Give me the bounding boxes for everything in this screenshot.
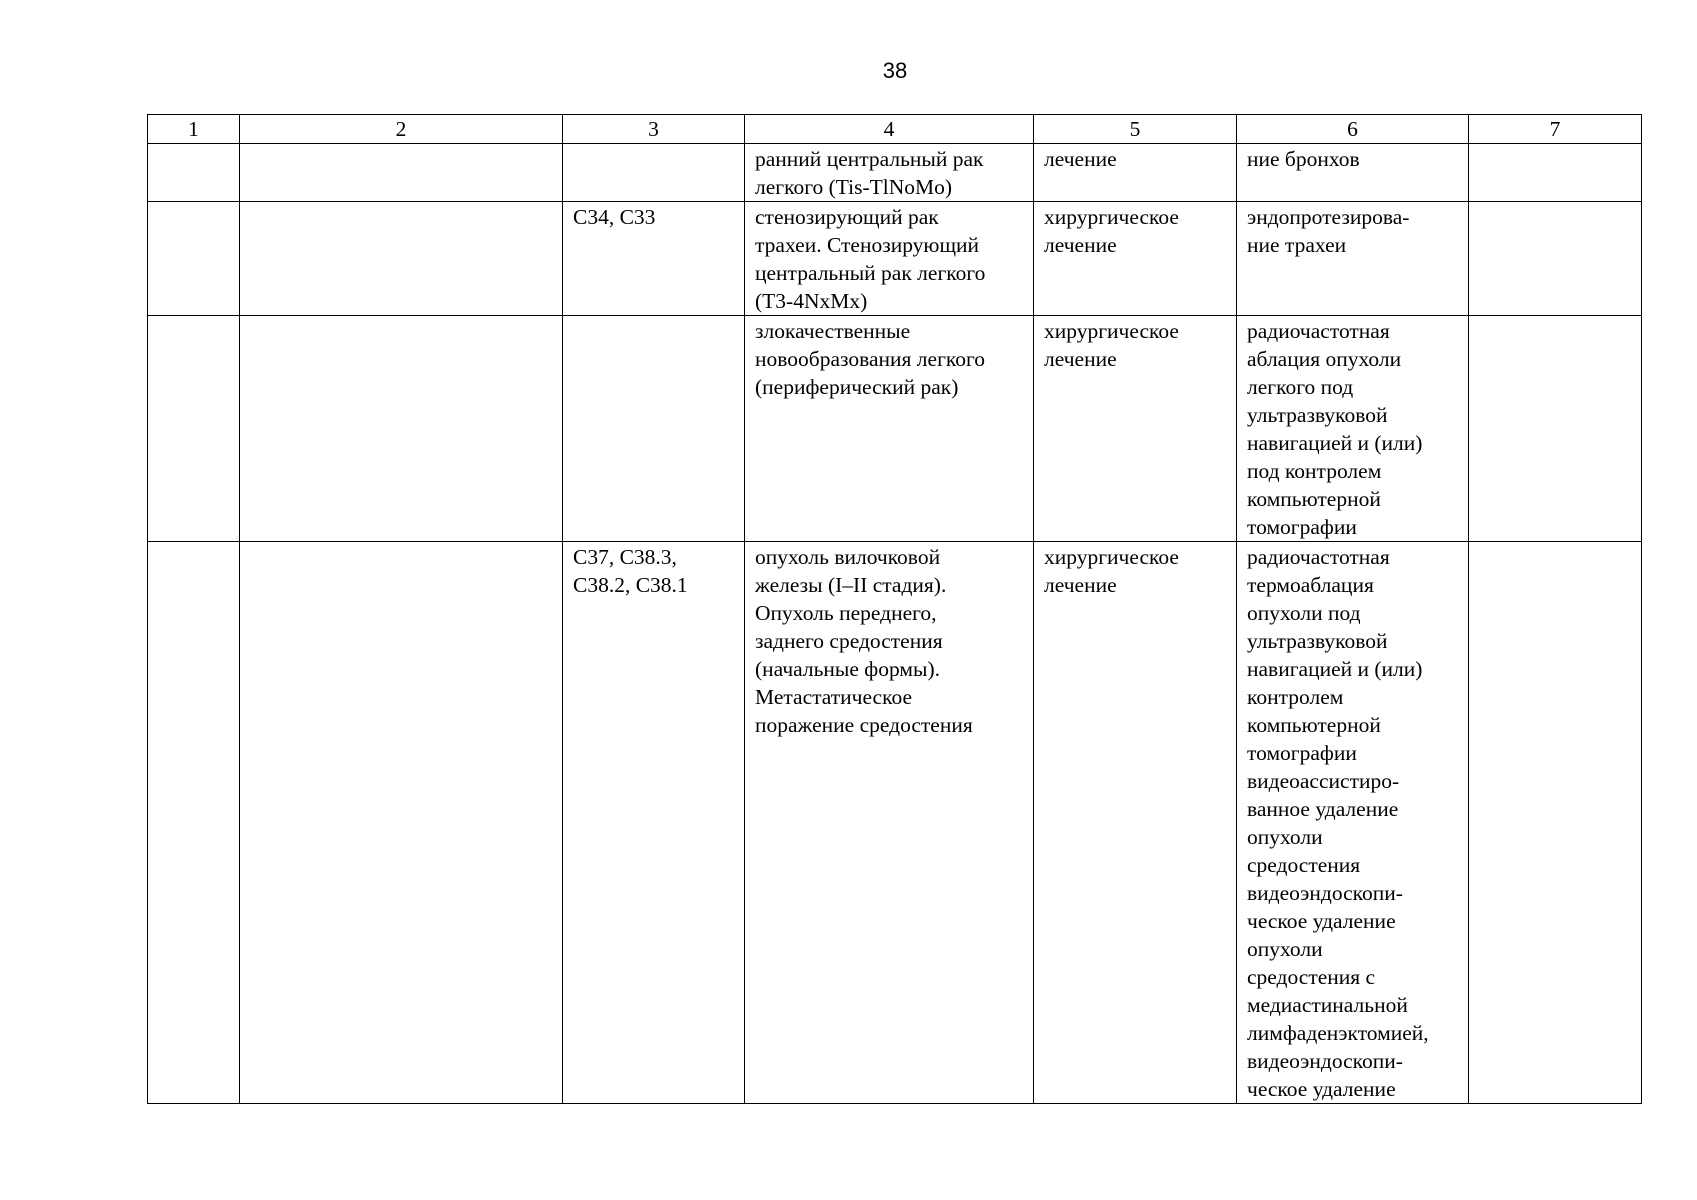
table-cell-col-1 <box>148 542 240 1104</box>
cell-text-line: новообразования легкого <box>755 347 986 371</box>
cell-text-line: легкого под <box>1247 375 1354 399</box>
table-cell-col-5 <box>1034 144 1237 202</box>
column-header: 4 <box>745 115 1034 144</box>
cell-text-line: средостения <box>1247 853 1361 877</box>
column-header: 7 <box>1469 115 1642 144</box>
table-cell-col-7 <box>1469 202 1642 316</box>
table-cell-col-2 <box>240 202 563 316</box>
cell-text-line: медиастинальной <box>1247 993 1408 1017</box>
cell-text-line: опухоли под <box>1247 601 1361 625</box>
table-cell-col-6 <box>1237 144 1469 202</box>
cell-text-line: видеоассистиро- <box>1247 769 1400 793</box>
cell-text-line: термоаблация <box>1247 573 1374 597</box>
table-cell-col-4 <box>745 542 1034 1104</box>
table-cell-col-5 <box>1034 542 1237 1104</box>
table-cell-col-4 <box>745 144 1034 202</box>
table-cell-col-1 <box>148 144 240 202</box>
cell-text-line: опухоли <box>1247 937 1323 961</box>
cell-text-line: хирургическое <box>1044 205 1179 229</box>
cell-text-line: эндопротезирова- <box>1247 205 1410 229</box>
header-row <box>148 115 1642 144</box>
cell-text-line: трахеи. Стенозирующий <box>755 233 980 257</box>
cell-text-line: ранний центральный рак <box>755 147 984 171</box>
cell-text-line: навигацией и (или) <box>1247 431 1423 455</box>
table-cell-col-3 <box>563 542 745 1104</box>
cell-text-line: лимфаденэктомией, <box>1247 1021 1429 1045</box>
cell-text-line: железы (I–II стадия). <box>755 573 947 597</box>
column-header: 5 <box>1034 115 1237 144</box>
cell-text-line: компьютерной <box>1247 713 1381 737</box>
table-row <box>148 542 1642 1104</box>
cell-text-line: хирургическое <box>1044 545 1179 569</box>
cell-text-line: поражение средостения <box>755 713 973 737</box>
table-cell-col-6 <box>1237 202 1469 316</box>
cell-text-line: стенозирующий рак <box>755 205 939 229</box>
cell-text-line: ультразвуковой <box>1247 403 1388 427</box>
cell-text-line: видеоэндоскопи- <box>1247 881 1403 905</box>
table-cell-col-2 <box>240 144 563 202</box>
table-cell-col-2 <box>240 542 563 1104</box>
cell-text-line: видеоэндоскопи- <box>1247 1049 1403 1073</box>
cell-text-line: ультразвуковой <box>1247 629 1388 653</box>
cell-text-line: контролем <box>1247 685 1344 709</box>
cell-text-line: C38.2, C38.1 <box>573 573 688 597</box>
cell-text-line: C34, C33 <box>573 205 656 229</box>
cell-text-line: лечение <box>1044 573 1117 597</box>
table-cell-col-5 <box>1034 202 1237 316</box>
column-header: 6 <box>1237 115 1469 144</box>
table-cell-col-6 <box>1237 316 1469 542</box>
column-header: 3 <box>563 115 745 144</box>
cell-text-line: радиочастотная <box>1247 545 1390 569</box>
table-cell-col-6 <box>1237 542 1469 1104</box>
cell-text-line: лечение <box>1044 147 1117 171</box>
table-cell-col-7 <box>1469 542 1642 1104</box>
cell-text-line: Метастатическое <box>755 685 913 709</box>
cell-text-line: аблация опухоли <box>1247 347 1402 371</box>
table-cell-col-1 <box>148 316 240 542</box>
table-cell-col-4 <box>745 316 1034 542</box>
document-table <box>147 114 1642 1104</box>
table-cell-col-1 <box>148 202 240 316</box>
table-cell-col-3 <box>563 144 745 202</box>
cell-text-line: лечение <box>1044 233 1117 257</box>
cell-text-line: ние бронхов <box>1247 147 1360 171</box>
table-row <box>148 144 1642 202</box>
cell-text-line: заднего средостения <box>755 629 943 653</box>
cell-text-line: навигацией и (или) <box>1247 657 1423 681</box>
table-cell-col-2 <box>240 316 563 542</box>
cell-text-line: (начальные формы). <box>755 657 940 681</box>
cell-text-line: опухоль вилочковой <box>755 545 941 569</box>
page-number: 38 <box>882 58 908 83</box>
cell-text-line: лечение <box>1044 347 1117 371</box>
cell-text-line: томографии <box>1247 515 1357 539</box>
cell-text-line: ние трахеи <box>1247 233 1347 257</box>
cell-text-line: центральный рак легкого <box>755 261 986 285</box>
cell-text-line: ческое удаление <box>1247 1077 1396 1101</box>
cell-text-line: под контролем <box>1247 459 1382 483</box>
table-cell-col-5 <box>1034 316 1237 542</box>
cell-text-line: опухоли <box>1247 825 1323 849</box>
cell-text-line: компьютерной <box>1247 487 1381 511</box>
column-header: 1 <box>148 115 240 144</box>
cell-text-line: ческое удаление <box>1247 909 1396 933</box>
table-row <box>148 316 1642 542</box>
table-cell-col-4 <box>745 202 1034 316</box>
table-cell-col-3 <box>563 316 745 542</box>
cell-text-line: C37, C38.3, <box>573 545 677 569</box>
cell-text-line: (периферический рак) <box>755 375 959 399</box>
cell-text-line: хирургическое <box>1044 319 1179 343</box>
cell-text-line: легкого (Tis-TlNoMo) <box>755 175 953 199</box>
cell-text-line: (Т3-4NxMx) <box>755 289 868 313</box>
table-row <box>148 202 1642 316</box>
cell-text-line: злокачественные <box>755 319 911 343</box>
table-cell-col-7 <box>1469 316 1642 542</box>
cell-text-line: томографии <box>1247 741 1357 765</box>
cell-text-line: Опухоль переднего, <box>755 601 937 625</box>
cell-text-line: радиочастотная <box>1247 319 1390 343</box>
cell-text-line: средостения с <box>1247 965 1376 989</box>
table-cell-col-3 <box>563 202 745 316</box>
column-header: 2 <box>240 115 563 144</box>
cell-text-line: ванное удаление <box>1247 797 1399 821</box>
table-cell-col-7 <box>1469 144 1642 202</box>
